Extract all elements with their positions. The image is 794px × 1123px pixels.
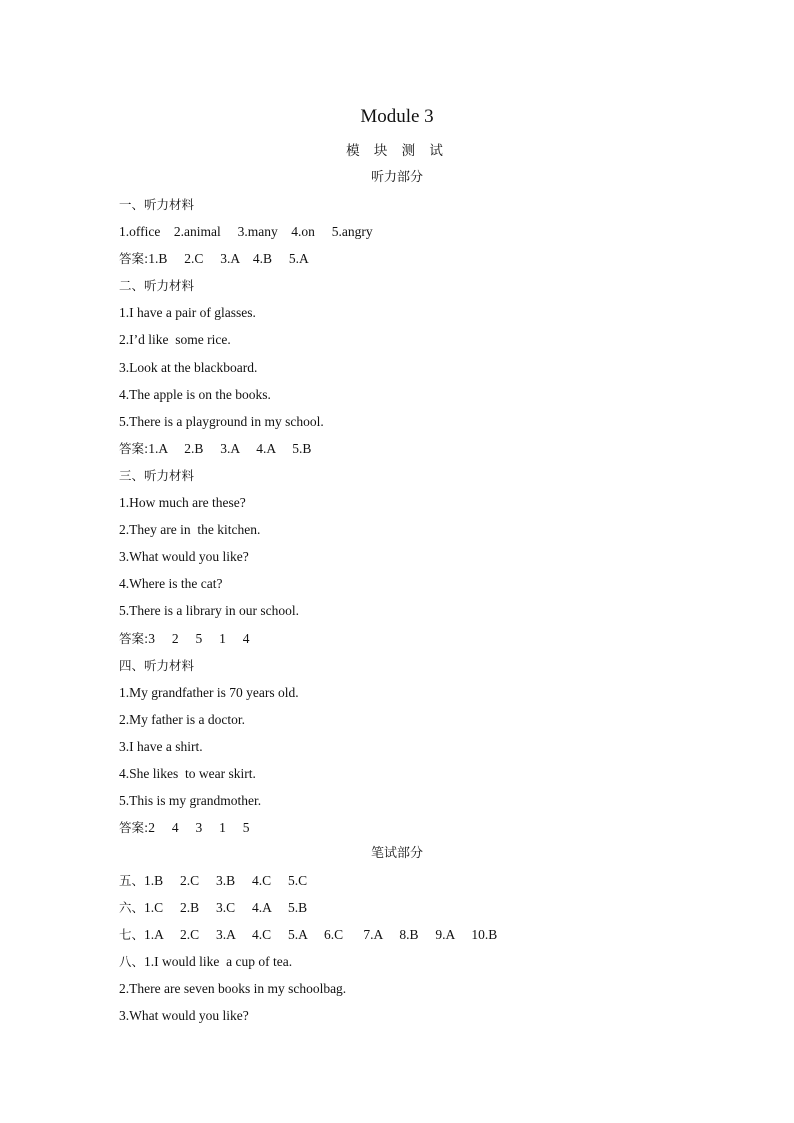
text-line [119, 493, 679, 520]
line-text: 4.She likes to wear skirt. [119, 765, 256, 781]
text-line [119, 710, 679, 737]
line-text: 四、听力材料 [119, 657, 195, 673]
text-line [119, 385, 679, 412]
writing-lines [119, 871, 679, 1034]
page-title: Module 3 [360, 106, 434, 127]
line-text: 三、听力材料 [119, 467, 195, 483]
listening-lines [119, 195, 679, 845]
line-text: 1.B 2.C 3.A 4.B 5.A [148, 251, 309, 267]
text-line [119, 871, 679, 898]
line-text: 1.office 2.animal 3.many 4.on 5.angry [119, 224, 373, 240]
line-text: 4.The apple is on the books. [119, 386, 271, 402]
line-text: 1.C 2.B 3.C 4.A 5.B [144, 900, 308, 916]
line-text: 2.I’d like some rice. [119, 332, 231, 348]
line-prefix: 答案: [119, 251, 149, 267]
text-line [119, 979, 679, 1006]
line-text: 3 2 5 1 4 [148, 630, 250, 646]
text-line [119, 737, 679, 764]
line-prefix: 答案: [119, 630, 149, 646]
text-line [119, 547, 679, 574]
text-line [119, 952, 679, 979]
text-line [119, 898, 679, 925]
line-prefix: 八、 [119, 954, 145, 970]
text-line [119, 818, 679, 845]
line-text: 一、听力材料 [119, 197, 195, 212]
line-prefix: 六、 [119, 900, 145, 916]
line-prefix: 答案: [119, 820, 149, 836]
line-text: 3.What would you like? [119, 1008, 249, 1024]
text-line [119, 629, 679, 656]
text-line [119, 574, 679, 601]
text-line [119, 520, 679, 547]
line-text: 1.A 2.C 3.A 4.C 5.A 6.C 7.A 8.B 9.A 10.B [144, 927, 498, 943]
text-line [119, 358, 679, 385]
text-line [119, 1006, 679, 1033]
writing-section-heading: 笔试部分 [370, 846, 423, 861]
text-line [119, 683, 679, 710]
text-line [119, 330, 679, 357]
line-text: 1.How much are these? [119, 495, 246, 511]
text-line [119, 656, 679, 683]
page-subtitle: 模 块 测 试 [346, 143, 448, 159]
text-line [119, 249, 679, 276]
line-text: 1.B 2.C 3.B 4.C 5.C [144, 873, 308, 888]
line-text: 1.A 2.B 3.A 4.A 5.B [148, 440, 312, 456]
line-text: 二、听力材料 [119, 278, 195, 294]
line-text: 2.They are in the kitchen. [119, 522, 261, 538]
line-text: 5.This is my grandmother. [119, 793, 262, 809]
text-line [119, 195, 679, 222]
line-prefix: 答案: [119, 440, 149, 456]
line-text: 1.I have a pair of glasses. [119, 305, 256, 321]
line-prefix: 七、 [119, 927, 145, 943]
line-text: 2.My father is a doctor. [119, 711, 245, 727]
text-line [119, 439, 679, 466]
text-line [119, 791, 679, 818]
text-line [119, 925, 679, 952]
text-line [119, 276, 679, 303]
listening-section-heading: 听力部分 [370, 170, 423, 185]
line-text: 3.Look at the blackboard. [119, 359, 258, 375]
text-line [119, 601, 679, 628]
text-line [119, 222, 679, 249]
text-line [119, 303, 679, 330]
text-line [119, 466, 679, 493]
line-text: 1.My grandfather is 70 years old. [119, 684, 299, 700]
text-line [119, 412, 679, 439]
line-prefix: 五、 [119, 873, 145, 888]
line-text: 3.I have a shirt. [119, 738, 203, 754]
line-text: 2 4 3 1 5 [148, 820, 250, 836]
line-text: 5.There is a library in our school. [119, 603, 299, 619]
line-text: 2.There are seven books in my schoolbag. [119, 981, 347, 997]
line-text: 3.What would you like? [119, 549, 249, 565]
line-text: 4.Where is the cat? [119, 576, 223, 592]
line-text: 5.There is a playground in my school. [119, 413, 324, 429]
text-line [119, 764, 679, 791]
line-text: 1.I would like a cup of tea. [144, 954, 293, 970]
